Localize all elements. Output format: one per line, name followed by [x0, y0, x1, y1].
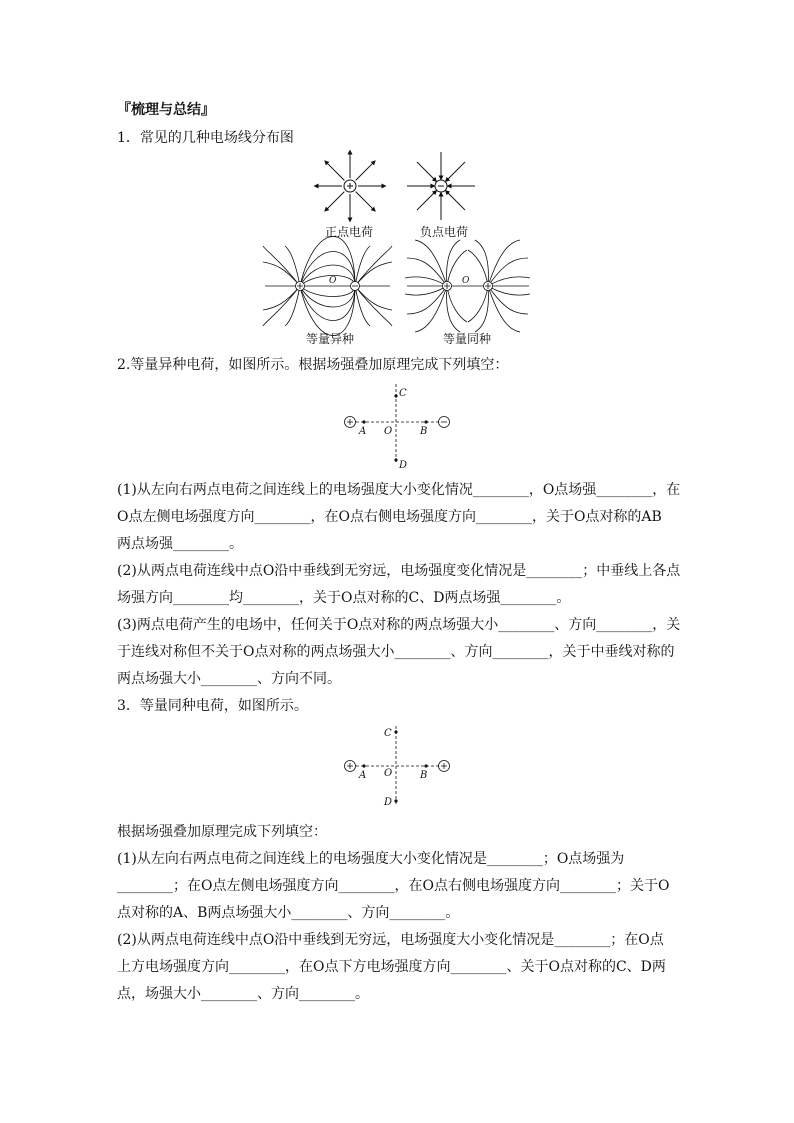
point-A-label: A: [359, 770, 367, 781]
caption-like-charges: 等量同种: [443, 332, 492, 346]
point-B-label: B: [420, 426, 428, 437]
item3-line-1: 根据场强叠加原理完成下列填空：: [117, 824, 327, 840]
item1-heading: 1．常见的几种电场线分布图: [117, 130, 294, 146]
item2-line-8: 两点场强大小________、方向不同。: [117, 671, 341, 687]
item3-line-2: (1)从左向右两点电荷之间连线上的电场强度大小变化情况是________；O点场强为: [117, 851, 625, 867]
point-C-label: C: [384, 728, 392, 739]
field-line: [417, 162, 435, 180]
item3-line-5: (2)从两点电荷连线中点O沿中垂线到无穷远，电场强度大小变化情况是________；在O点: [117, 932, 664, 948]
field-line: [447, 162, 465, 180]
item2-line-4: (2)从两点电荷连线中点O沿中垂线到无穷远，电场强度变化情况是________；中垂线上各点: [117, 563, 681, 579]
item2-line-5: 场强方向________均________，关于O点对称的C、D两点场强________。: [117, 590, 571, 606]
like-center-label: O: [462, 276, 470, 286]
field-lines-figure: [255, 150, 545, 348]
item3-line-6: 上方电场强度方向________，在O点下方电场强度方向________、关于O点对称的C、D两: [117, 959, 666, 975]
item2-intro: 2.等量异种电荷，如图所示。根据场强叠加原理完成下列填空：: [117, 357, 509, 373]
item2-line-7: 于连线对称但不关于O点对称的两点场强大小________、方向________，关于中垂线对称的: [117, 644, 675, 660]
section-title: 『梳理与总结』: [117, 102, 215, 118]
opposite-charges-diagram: [263, 237, 392, 336]
field-line: [356, 192, 374, 210]
field-line: [356, 162, 374, 180]
item2-line-3: 两点场强________。: [117, 536, 243, 552]
dipole-center-label: O: [329, 276, 337, 286]
item3-intro: 3．等量同种电荷，如图所示。: [117, 698, 308, 714]
caption-negative-charge: 负点电荷: [420, 225, 469, 239]
item2-line-1: (1)从左向右两点电荷之间连线上的电场强度大小变化情况________，O点场强________，在: [117, 482, 681, 498]
caption-opposite-charges: 等量异种: [306, 332, 355, 346]
field-line: [326, 162, 344, 180]
field-line: [417, 192, 435, 210]
point-B-label: B: [420, 770, 428, 781]
item3-line-3: ________；在O点左侧电场强度方向________，在O点右侧电场强度方向________；关于O: [117, 878, 670, 894]
item2-line-6: (3)两点电荷产生的电场中，任何关于O点对称的两点场强大小________、方向________，关: [117, 617, 681, 633]
caption-positive-charge: 正点电荷: [325, 225, 374, 239]
point-D-label: D: [384, 797, 393, 808]
point-D-label: D: [399, 460, 408, 471]
point-C-label: C: [399, 388, 407, 399]
item3-line-4: 点对称的A、B两点场强大小________、方向________。: [117, 905, 460, 921]
negative-charge-diagram: [407, 152, 475, 220]
item2-line-2: O点左侧电场强度方向________，在O点右侧电场强度方向________，关于O点对称的AB: [117, 509, 662, 525]
point-O-label: O: [384, 426, 393, 437]
like-charges-diagram: [405, 240, 530, 332]
item3-line-7: 点，场强大小________、方向________。: [117, 986, 369, 1002]
point-A-label: A: [359, 426, 367, 437]
positive-charge-diagram: [316, 152, 384, 220]
like-charges-figure: [340, 724, 460, 812]
field-line: [326, 192, 344, 210]
field-line: [447, 192, 465, 210]
point-O-label: O: [384, 768, 393, 779]
opposite-charges-figure: [340, 382, 460, 474]
